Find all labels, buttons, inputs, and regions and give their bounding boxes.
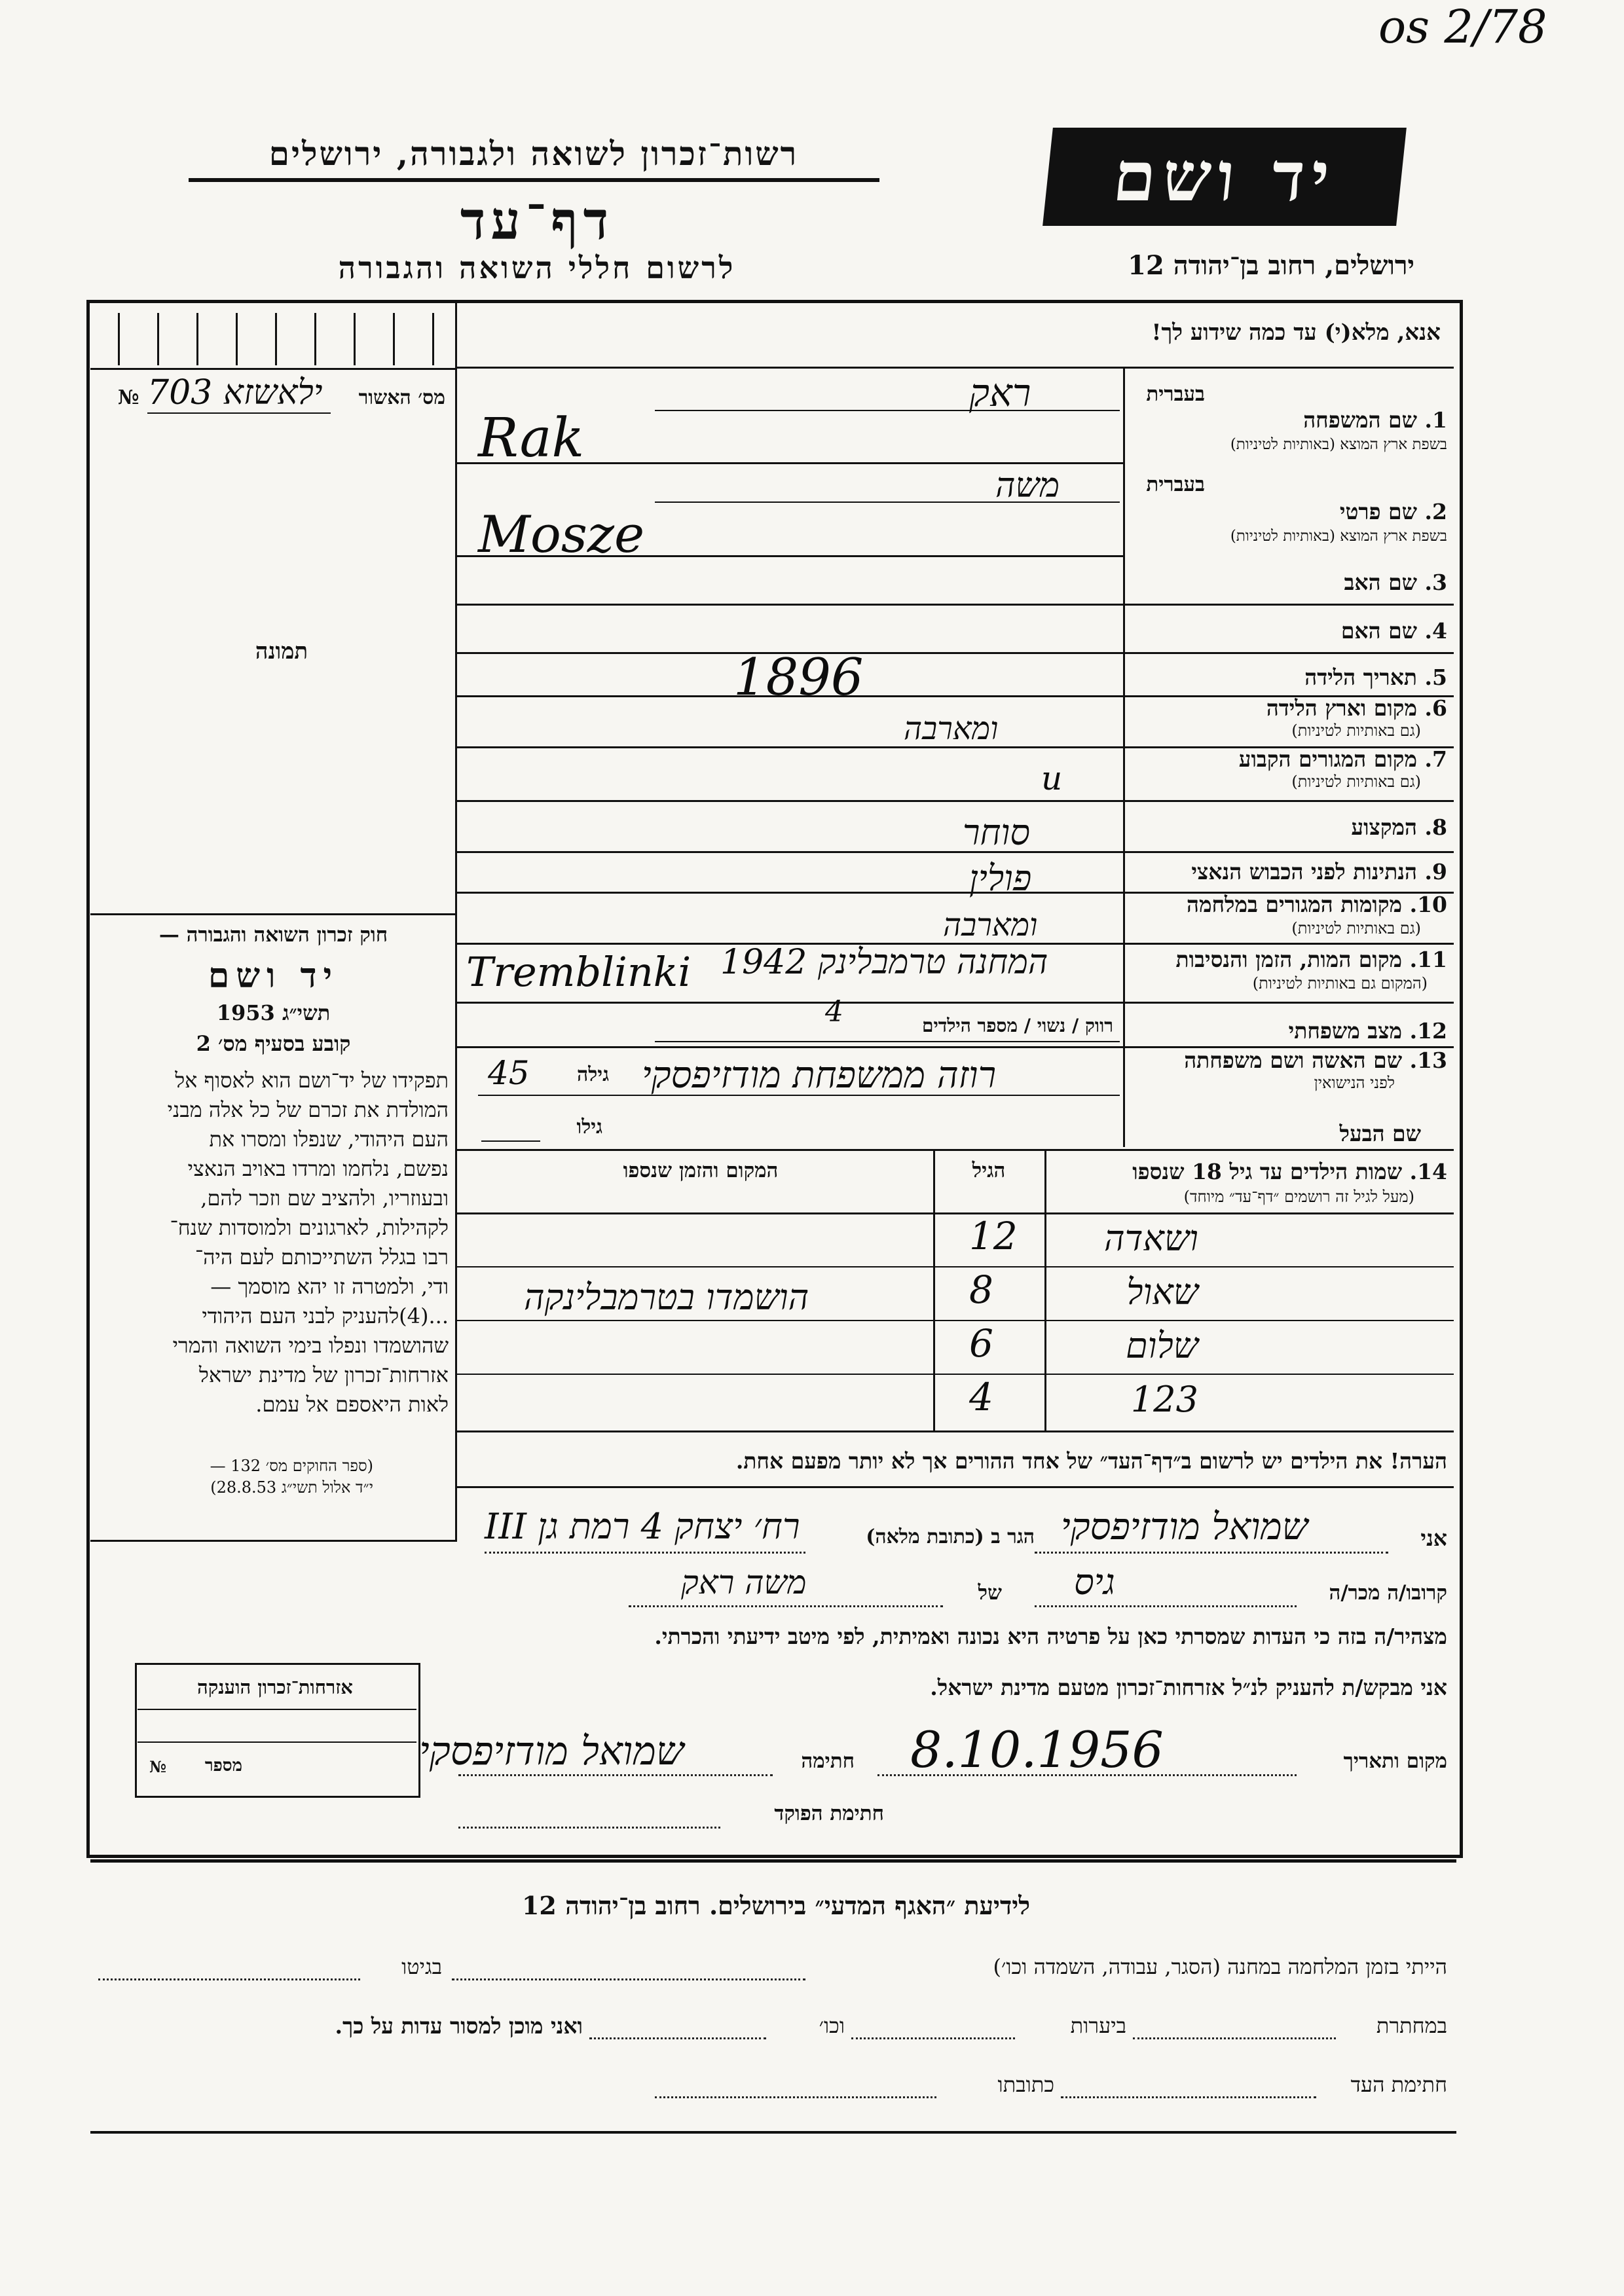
child-name: שאול — [1126, 1271, 1198, 1313]
approval-label: מס׳ האשור — [358, 386, 445, 409]
husband-age-label: גילו — [576, 1116, 602, 1139]
field-2-value-hebrew: משה — [995, 466, 1060, 505]
field-12-value: 4 — [825, 995, 843, 1029]
form-subtitle: לרשום חללי השואה והגבורה — [338, 250, 736, 285]
address: ירושלים, רחוב בן־יהודה 12 — [1128, 250, 1414, 281]
footer-line2-c: וכו׳ — [819, 2013, 845, 2038]
field-1-label: 1. שם המשפחה — [1303, 407, 1447, 433]
decl-place-date-label: מקום ותאריך — [1343, 1749, 1447, 1773]
authority-underline — [189, 178, 879, 182]
footer-line1-end: בגיטו — [401, 1954, 442, 1979]
field-9-label: 9. הנתינות לפני הכבוש הנאצי — [1191, 859, 1447, 884]
child-name: שלום — [1125, 1325, 1198, 1366]
children-col-age: הגיל — [972, 1159, 1006, 1182]
field-6-value: ומארבה — [904, 710, 999, 747]
law-ref-1: (ספר החוקים מס׳ 132 — — [210, 1457, 373, 1475]
law-line: אזרחות־זכרון של מדינת ישראל — [198, 1362, 449, 1387]
logo-text: יד ושם — [1109, 136, 1340, 217]
footer-line2-d: ואני מוכן למסור עדות על כך. — [335, 2013, 583, 2039]
field-6-label: 6. מקום וארץ הלידה — [1266, 695, 1447, 721]
footer-line1-start: הייתי בזמן המלחמה במחנה (הסגר, עבודה, השמדה וכו׳) — [993, 1954, 1447, 1979]
field-8-value: סוחר — [963, 812, 1031, 853]
approval-handwritten: ילאשזא 703 — [147, 373, 323, 412]
citizenship-box-title: אזרחות־זכרון הוענקה — [197, 1676, 353, 1698]
footer-line2-b: ביערות — [1070, 2013, 1126, 2038]
field-11-value-hebrew: המחנה טרמבלינק 1942 — [720, 943, 1048, 982]
field-1-sub: בשפת ארץ המוצא (באותיות לטיניות) — [1230, 436, 1447, 453]
child-age: 12 — [969, 1214, 1018, 1258]
decl-gar-value: רח׳ יצחק 4 רמת גן III — [485, 1506, 800, 1547]
field-9-value: פולין — [969, 858, 1032, 899]
children-col-border-2 — [933, 1149, 935, 1430]
decl-official-label: חתימת הפוקד — [774, 1802, 884, 1825]
field-7-sub: (גם באותיות לטיניות) — [1291, 773, 1421, 791]
field-12-label: 12. מצב משפחתי — [1288, 1018, 1447, 1044]
law-line: רבו בגלל השתייכותם לעם היה־ — [194, 1245, 449, 1269]
field-5-value: 1896 — [733, 648, 864, 707]
intro-separator — [457, 367, 1454, 369]
table-row — [936, 1212, 1447, 1266]
children-title: 14. שמות הילדים עד גיל 18 שנספו — [1132, 1159, 1447, 1184]
left-column-border — [455, 302, 457, 1541]
field-2-hebrew-tag: בעברית — [1146, 473, 1205, 496]
child-name: 123 — [1130, 1379, 1198, 1420]
form-title: דף־עד — [460, 190, 614, 251]
decl-relation-label: קרובו/ה מכר/ה — [1329, 1581, 1447, 1605]
decl-signature-label: חתימה — [801, 1749, 855, 1773]
field-10-label: 10. מקומות המגורים במלחמה — [1186, 892, 1447, 917]
decl-of-value: משה ראק — [681, 1563, 807, 1601]
field-2-value-latin: Mosze — [478, 505, 645, 564]
field-11-label: 11. מקום המות, הזמן והנסיבות — [1175, 947, 1447, 972]
law-line: ...(4)להעניק לבני העם היהודי — [202, 1303, 449, 1328]
yad-vashem-logo — [1043, 128, 1407, 226]
law-line: ודי, ולמטרה זו יהא מוסמך — — [210, 1274, 449, 1299]
children-col-place: המקום והזמן שנספו — [623, 1159, 779, 1182]
table-row — [936, 1266, 1447, 1320]
field-1-hebrew-tag: בעברית — [1146, 382, 1205, 406]
field-1-value-hebrew: ראק — [969, 371, 1031, 415]
decl-of-label: של — [978, 1581, 1002, 1605]
decl-place-date-value: 8.10.1956 — [910, 1721, 1164, 1779]
footer-line2-a: במחתרת — [1376, 2013, 1447, 2038]
label-column-border — [1123, 368, 1125, 1147]
decl-request: אני מבקש/ת להעניק לנ״ל אזרחות־זכרון מטעם מדינת ישראל. — [930, 1675, 1447, 1700]
law-line: המולדת את זכרם של כל אלה מבני — [167, 1097, 449, 1122]
field-13-value: רוזה ממשפחת מודזיפסקי — [642, 1054, 997, 1097]
field-5-label: 5. תאריך הלידה — [1304, 665, 1447, 690]
law-ref-2: י״ד אלול תשי״ג 28.8.53) — [210, 1478, 373, 1497]
field-2-label: 2. שם פרטי — [1339, 499, 1447, 524]
footer-title: לידיעת ״האגף המדעי״ בירושלים. רחוב בן־יהודה 12 — [521, 1891, 1031, 1920]
field-11-sub: (המקום גם באותיות לטיניות) — [1252, 974, 1428, 993]
table-row — [936, 1374, 1447, 1427]
law-line: לקהילות, לארגונים ולמוסדות שנח־ — [170, 1215, 449, 1240]
photo-bottom-border — [90, 913, 457, 915]
authority-title: רשות־זכרון לשואה ולגבורה, ירושלים — [268, 134, 799, 173]
table-row — [936, 1320, 1447, 1374]
field-11-value-latin: Tremblinki — [466, 948, 692, 996]
child-age: 4 — [969, 1375, 993, 1419]
decl-gar-label: הגר ב (כתובת מלאה) — [866, 1525, 1035, 1548]
child-name: ושאדה — [1104, 1218, 1198, 1259]
decl-ani-label: אני — [1420, 1525, 1447, 1551]
decl-relation-value: גיס — [1074, 1561, 1115, 1603]
field-10-sub: (גם באותיות לטיניות) — [1291, 919, 1421, 938]
decl-signature-value: שמואל מודזיפסקי — [419, 1728, 684, 1774]
law-line: העם היהודי, שנפלו ומסרו את — [209, 1127, 449, 1152]
form-intro: אנא, מלא(י) עד כמה שידוע לך! — [1151, 319, 1441, 346]
field-7-value: u — [1041, 759, 1063, 797]
footer-line3-b: כתובתו — [997, 2072, 1054, 2097]
child-age: 6 — [969, 1321, 993, 1366]
children-place-value: הושמדו בטרמבלינקה — [524, 1277, 809, 1318]
footer-divider — [90, 1859, 1456, 1863]
footer-line3-a: חתימת העד — [1350, 2072, 1447, 2097]
law-line: לאות היאספם אל עמם. — [255, 1392, 449, 1417]
field-10-value: ומארבה — [943, 907, 1038, 943]
children-title-sub: (מעל לגיל זה רושמים ״דף־עד״ מיוחד) — [1183, 1188, 1414, 1206]
husband-label: שם הבעל — [1339, 1121, 1421, 1146]
law-year: תשי״ג 1953 — [216, 1000, 331, 1025]
field-4-label: 4. שם האם — [1340, 618, 1447, 644]
law-name: יד ושם — [208, 956, 339, 996]
decl-statement: מצהיר/ה בזה כי העדות שמסרתי כאן על פרטיה היא נכונה ואמיתית, לפי מיטב ידיעתי והכרתי. — [654, 1624, 1447, 1649]
approval-no: № — [118, 386, 139, 409]
field-12-options: רווק / נשוי / מספר הילדים — [921, 1015, 1113, 1036]
decl-ani-value: שמואל מודזיפסקי — [1061, 1506, 1308, 1548]
citizenship-number-label: מספר — [204, 1756, 242, 1776]
law-line: ובעוזריו, ולהציב שם וזכר להם, — [200, 1186, 449, 1211]
law-bottom-border — [90, 1540, 457, 1542]
field-13-age-label: גילה — [576, 1063, 609, 1086]
field-13-age-value: 45 — [488, 1054, 530, 1092]
approval-ticks — [98, 313, 452, 365]
field-3-label: 3. שם האב — [1344, 570, 1447, 595]
field-7-label: 7. מקום המגורים הקבוע — [1238, 746, 1447, 772]
field-13-sub: לפני הנישואין — [1314, 1074, 1395, 1092]
footer-bottom-border — [90, 2131, 1456, 2134]
law-clause: קובע בסעיף מס׳ 2 — [196, 1031, 351, 1056]
field-6-sub: (גם באותיות לטיניות) — [1291, 721, 1421, 740]
approval-separator — [90, 368, 457, 370]
citizenship-no: № — [149, 1757, 167, 1776]
field-1-value-latin: Rak — [478, 407, 585, 469]
note: הערה! את הילדים יש לרשום ב״דף־העד״ של אחד ההורים אך לא יותר מפעם אחת. — [735, 1448, 1447, 1474]
law-body — [98, 1066, 449, 1419]
field-13-label: 13. שם האשה ושם משפחתה — [1184, 1048, 1447, 1073]
photo-label: תמונה — [255, 638, 308, 665]
law-title: חוק זכרון השואה והגבורה — — [158, 923, 388, 947]
law-line: שהושמדו ונפלו בימי השואה והמרי — [172, 1333, 449, 1358]
law-line: תפקידו של יד־ושם הוא לאסוף אל — [175, 1068, 449, 1093]
law-line: נפשם, נלחמו ומרדו באויב הנאצי — [187, 1156, 449, 1181]
archive-mark: os 2/78 — [1378, 0, 1547, 54]
child-age: 8 — [969, 1267, 993, 1312]
field-2-sub: בשפת ארץ המוצא (באותיות לטיניות) — [1230, 528, 1447, 545]
field-8-label: 8. המקצוע — [1351, 814, 1447, 840]
